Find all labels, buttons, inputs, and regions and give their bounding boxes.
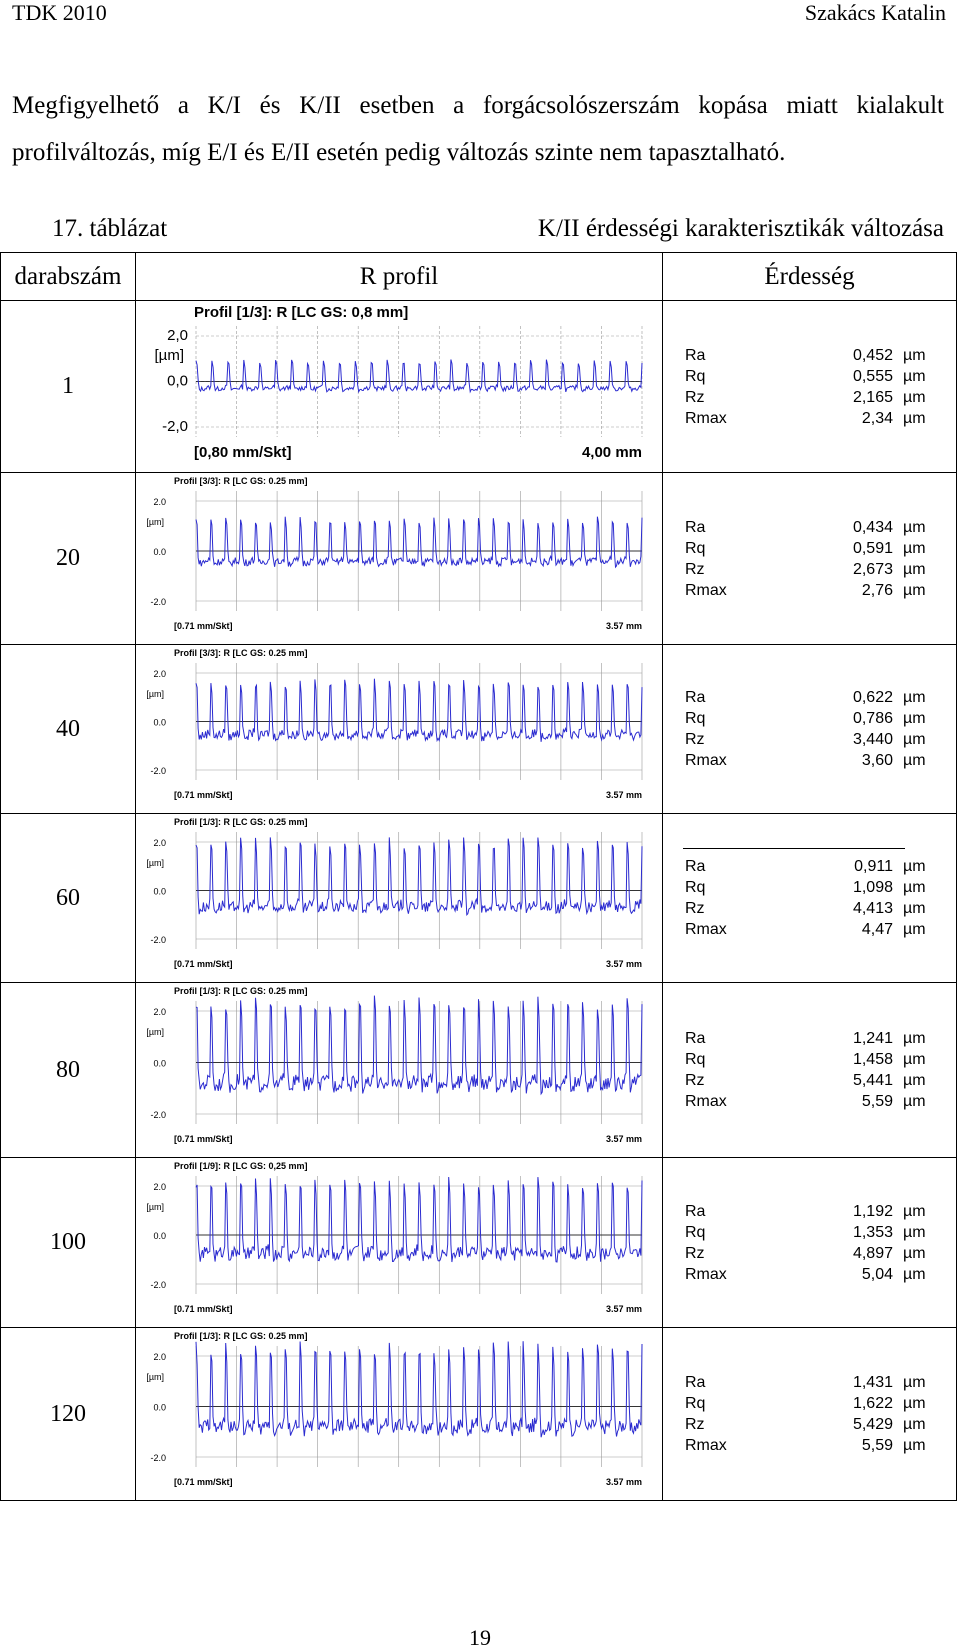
param-value	[835, 517, 927, 538]
param-name: Ra	[685, 689, 706, 706]
param-name: Rq	[685, 367, 706, 385]
roughness-table	[0, 252, 957, 1501]
param-name: Rmax	[685, 581, 727, 599]
param-name: Rz	[685, 1072, 705, 1089]
param-unit: µm	[903, 1265, 926, 1283]
param-unit: µm	[903, 1072, 926, 1089]
y-tick-label: 2,0	[167, 327, 188, 344]
profile-trace	[196, 1341, 642, 1437]
param-number: 1,431	[852, 1374, 893, 1391]
param-unit: µm	[903, 539, 926, 557]
x-scale-label: [0.71 mm/Skt]	[174, 1134, 233, 1144]
roughness-cell	[663, 1328, 957, 1501]
param-value	[835, 1435, 927, 1456]
param-value	[835, 856, 927, 877]
param-value	[835, 1091, 927, 1112]
x-end-label: 3.57 mm	[605, 959, 642, 969]
param-name: Rq	[685, 1395, 706, 1412]
param-name: Rz	[685, 1244, 705, 1262]
param-name: Rmax	[685, 921, 727, 938]
header-count: darabszám	[1, 253, 136, 301]
param-number: 4,413	[852, 900, 893, 917]
param-unit: µm	[903, 367, 926, 385]
roughness-grid	[663, 1028, 956, 1112]
param-unit: µm	[903, 879, 926, 896]
param-name: Rz	[685, 388, 705, 406]
y-unit-label: [µm]	[154, 347, 184, 364]
x-end-label: 3.57 mm	[605, 1304, 642, 1314]
param-unit: µm	[903, 1244, 926, 1262]
y-tick-label: -2.0	[150, 597, 166, 607]
param-unit: µm	[903, 1437, 926, 1454]
param-name: Ra	[685, 858, 706, 875]
param-number: 4,897	[852, 1244, 893, 1262]
roughness-values	[663, 1028, 956, 1112]
roughness-grid	[663, 1372, 956, 1456]
table-caption-number: 17. táblázat	[52, 215, 168, 242]
param-value	[835, 1264, 927, 1285]
table-row	[1, 1328, 957, 1501]
param-name: Ra	[685, 518, 706, 536]
param-unit: µm	[903, 1030, 926, 1047]
param-unit: µm	[903, 581, 926, 599]
row-count: 60	[1, 814, 136, 983]
plot-title: Profil [3/3]: R [LC GS: 0.25 mm]	[174, 648, 308, 658]
param-name: Rmax	[685, 409, 727, 427]
param-unit: µm	[903, 752, 926, 769]
param-unit: µm	[903, 710, 926, 727]
paragraph-line-2: profilváltozás, míg E/I és E/II esetén pedig változás szinte nem tapasztalható.	[12, 139, 786, 166]
x-scale-label: [0.71 mm/Skt]	[174, 621, 233, 631]
profile-trace	[196, 360, 642, 392]
param-value	[835, 1372, 927, 1393]
body-paragraph	[12, 82, 944, 176]
row-count: 100	[1, 1158, 136, 1328]
param-name: Rmax	[685, 1265, 727, 1283]
param-unit: µm	[903, 689, 926, 706]
param-unit: µm	[903, 1093, 926, 1110]
header-profile: R profil	[136, 253, 663, 301]
plot-title: Profil [1/3]: R [LC GS: 0.25 mm]	[174, 986, 308, 996]
row-count: 1	[1, 301, 136, 473]
param-value	[835, 1070, 927, 1091]
header-roughness: Érdesség	[663, 253, 957, 301]
param-number: 2,76	[861, 581, 893, 599]
y-tick-label: 0.0	[153, 1058, 166, 1069]
param-name: Rmax	[685, 1093, 727, 1110]
param-name: Ra	[685, 1030, 706, 1047]
param-number: 5,59	[861, 1437, 893, 1454]
profile-plot	[136, 814, 656, 979]
param-unit: µm	[903, 1416, 926, 1433]
roughness-cell	[663, 301, 957, 473]
x-end-label: 4,00 mm	[581, 444, 642, 461]
y-tick-label: -2.0	[150, 935, 166, 945]
param-name: Ra	[685, 1202, 706, 1220]
roughness-grid	[663, 345, 956, 429]
param-value	[835, 387, 927, 408]
row-count: 20	[1, 473, 136, 645]
param-number: 1,098	[852, 879, 893, 896]
x-scale-label: [0.71 mm/Skt]	[174, 790, 233, 800]
roughness-grid	[663, 517, 956, 601]
param-value	[835, 580, 927, 601]
y-tick-label: 2.0	[153, 838, 166, 848]
param-unit: µm	[903, 1202, 926, 1220]
profile-plot	[136, 301, 656, 469]
param-unit: µm	[903, 388, 926, 406]
param-unit: µm	[903, 560, 926, 578]
param-value	[835, 919, 927, 940]
profile-plot	[136, 983, 656, 1154]
y-tick-label: -2.0	[150, 766, 166, 776]
roughness-grid	[663, 1201, 956, 1285]
y-tick-label: -2,0	[162, 418, 188, 435]
param-value	[835, 408, 927, 429]
param-number: 2,165	[852, 388, 893, 406]
y-tick-label: 2.0	[153, 1007, 166, 1017]
param-value	[835, 687, 927, 708]
profile-cell	[136, 983, 663, 1158]
profile-trace	[196, 1177, 642, 1262]
param-name: Rq	[685, 1051, 706, 1068]
param-name: Rq	[685, 1223, 706, 1241]
param-unit: µm	[903, 1223, 926, 1241]
param-name: Ra	[685, 1374, 706, 1391]
param-unit: µm	[903, 1051, 926, 1068]
param-value	[835, 1201, 927, 1222]
param-number: 5,429	[852, 1416, 893, 1433]
roughness-values	[663, 687, 956, 771]
param-number: 2,34	[861, 409, 893, 427]
roughness-values	[663, 1372, 956, 1456]
table-row	[1, 301, 957, 473]
x-scale-label: [0.71 mm/Skt]	[174, 1477, 233, 1487]
header-right: Szakács Katalin	[804, 0, 946, 25]
y-unit-label: [µm]	[146, 858, 164, 868]
roughness-grid	[663, 687, 956, 771]
x-scale-label: [0.71 mm/Skt]	[174, 959, 233, 969]
y-unit-label: [µm]	[146, 1372, 164, 1382]
plot-title: Profil [1/3]: R [LC GS: 0,8 mm]	[194, 304, 409, 321]
param-value	[835, 1049, 927, 1070]
table-row	[1, 645, 957, 814]
profile-plot	[136, 645, 656, 810]
param-number: 5,59	[861, 1093, 893, 1110]
y-tick-label: 0,0	[167, 372, 188, 390]
param-name: Ra	[685, 346, 706, 364]
y-unit-label: [µm]	[146, 517, 164, 527]
param-number: 3,440	[852, 731, 893, 748]
roughness-values	[663, 345, 956, 429]
param-unit: µm	[903, 1395, 926, 1412]
row-count: 120	[1, 1328, 136, 1501]
param-unit: µm	[903, 921, 926, 938]
param-value	[835, 708, 927, 729]
param-name: Rq	[685, 539, 706, 557]
profile-trace	[196, 837, 642, 914]
profile-cell	[136, 1158, 663, 1328]
plot-title: Profil [1/3]: R [LC GS: 0.25 mm]	[174, 817, 308, 827]
param-value	[835, 1393, 927, 1414]
profile-cell	[136, 473, 663, 645]
profile-cell	[136, 814, 663, 983]
plot-title: Profil [3/3]: R [LC GS: 0.25 mm]	[174, 476, 308, 486]
param-unit: µm	[903, 731, 926, 748]
param-value	[835, 1414, 927, 1435]
param-name: Rq	[685, 879, 706, 896]
param-name: Rz	[685, 1416, 705, 1433]
param-name: Rmax	[685, 1437, 727, 1454]
param-value	[835, 1028, 927, 1049]
y-tick-label: 0.0	[153, 1402, 166, 1413]
param-unit: µm	[903, 900, 926, 917]
param-name: Rmax	[685, 752, 727, 769]
row-count: 80	[1, 983, 136, 1158]
param-number: 0,452	[852, 346, 893, 364]
y-unit-label: [µm]	[146, 689, 164, 699]
y-tick-label: 0.0	[153, 886, 166, 897]
table-row	[1, 983, 957, 1158]
param-number: 0,591	[852, 539, 893, 557]
profile-cell	[136, 301, 663, 473]
param-value	[835, 750, 927, 771]
x-end-label: 3.57 mm	[605, 621, 642, 631]
param-value	[835, 1222, 927, 1243]
param-unit: µm	[903, 409, 926, 427]
param-value	[835, 538, 927, 559]
param-number: 1,622	[852, 1395, 893, 1412]
roughness-cell	[663, 1158, 957, 1328]
param-number: 0,911	[854, 858, 893, 875]
param-number: 1,458	[852, 1051, 893, 1068]
y-tick-label: 0.0	[153, 547, 166, 557]
param-number: 1,241	[852, 1030, 893, 1047]
y-tick-label: 0.0	[153, 1231, 166, 1241]
y-tick-label: -2.0	[150, 1280, 166, 1290]
table-row	[1, 1158, 957, 1328]
row-count: 40	[1, 645, 136, 814]
roughness-grid	[663, 856, 956, 940]
x-end-label: 3.57 mm	[605, 1477, 642, 1487]
plot-title: Profil [1/9]: R [LC GS: 0,25 mm]	[174, 1161, 308, 1171]
profile-plot	[136, 473, 656, 641]
table-row	[1, 473, 957, 645]
x-end-label: 3.57 mm	[605, 790, 642, 800]
x-scale-label: [0,80 mm/Skt]	[194, 444, 292, 461]
param-number: 0,622	[852, 689, 893, 706]
param-number: 2,673	[852, 560, 893, 578]
param-unit: µm	[903, 1374, 926, 1391]
param-value	[835, 1243, 927, 1264]
y-tick-label: 2.0	[153, 669, 166, 679]
param-number: 0,555	[852, 367, 893, 385]
page-number: 19	[469, 1625, 491, 1650]
param-value	[835, 366, 927, 387]
y-tick-label: 2.0	[153, 497, 166, 507]
y-tick-label: 2.0	[153, 1182, 166, 1192]
profile-trace	[196, 517, 642, 567]
y-tick-label: 2.0	[153, 1352, 166, 1362]
table-row	[1, 814, 957, 983]
y-tick-label: -2.0	[150, 1110, 166, 1120]
roughness-values	[663, 517, 956, 601]
param-number: 1,192	[852, 1202, 893, 1220]
roughness-cell	[663, 814, 957, 983]
roughness-values	[663, 856, 956, 940]
param-name: Rz	[685, 560, 705, 578]
table-header-row	[1, 253, 957, 301]
roughness-cell	[663, 645, 957, 814]
param-number: 0,786	[852, 710, 893, 727]
separator-rule	[683, 848, 905, 849]
roughness-cell	[663, 983, 957, 1158]
param-unit: µm	[903, 346, 926, 364]
param-value	[835, 559, 927, 580]
param-number: 0,434	[852, 518, 893, 536]
param-value	[835, 898, 927, 919]
y-tick-label: 0.0	[153, 717, 166, 728]
param-value	[835, 729, 927, 750]
plot-title: Profil [1/3]: R [LC GS: 0.25 mm]	[174, 1331, 308, 1341]
profile-trace	[196, 996, 642, 1094]
header-left: TDK 2010	[12, 0, 107, 25]
profile-plot	[136, 1158, 656, 1324]
param-number: 4,47	[861, 921, 893, 938]
profile-plot	[136, 1328, 656, 1497]
param-number: 3,60	[861, 752, 893, 769]
profile-cell	[136, 1328, 663, 1501]
x-end-label: 3.57 mm	[605, 1134, 642, 1144]
param-name: Rq	[685, 710, 706, 727]
param-name: Rz	[685, 731, 705, 748]
paragraph-line-1: Megfigyelhető a K/I és K/II esetben a forgácsolószerszám kopása miatt kialakult	[12, 92, 944, 119]
param-number: 5,04	[861, 1265, 893, 1283]
x-scale-label: [0.71 mm/Skt]	[174, 1304, 233, 1314]
roughness-values	[663, 1201, 956, 1285]
param-number: 1,353	[852, 1223, 893, 1241]
y-unit-label: [µm]	[146, 1027, 164, 1037]
param-unit: µm	[903, 518, 926, 536]
roughness-cell	[663, 473, 957, 645]
profile-trace	[196, 679, 642, 742]
param-unit: µm	[903, 858, 926, 875]
param-name: Rz	[685, 900, 705, 917]
y-tick-label: -2.0	[150, 1453, 166, 1463]
param-value	[835, 877, 927, 898]
profile-cell	[136, 645, 663, 814]
table-caption-title: K/II érdességi karakterisztikák változása	[537, 215, 944, 242]
param-value	[835, 345, 927, 366]
param-number: 5,441	[852, 1072, 893, 1089]
y-unit-label: [µm]	[146, 1202, 164, 1212]
